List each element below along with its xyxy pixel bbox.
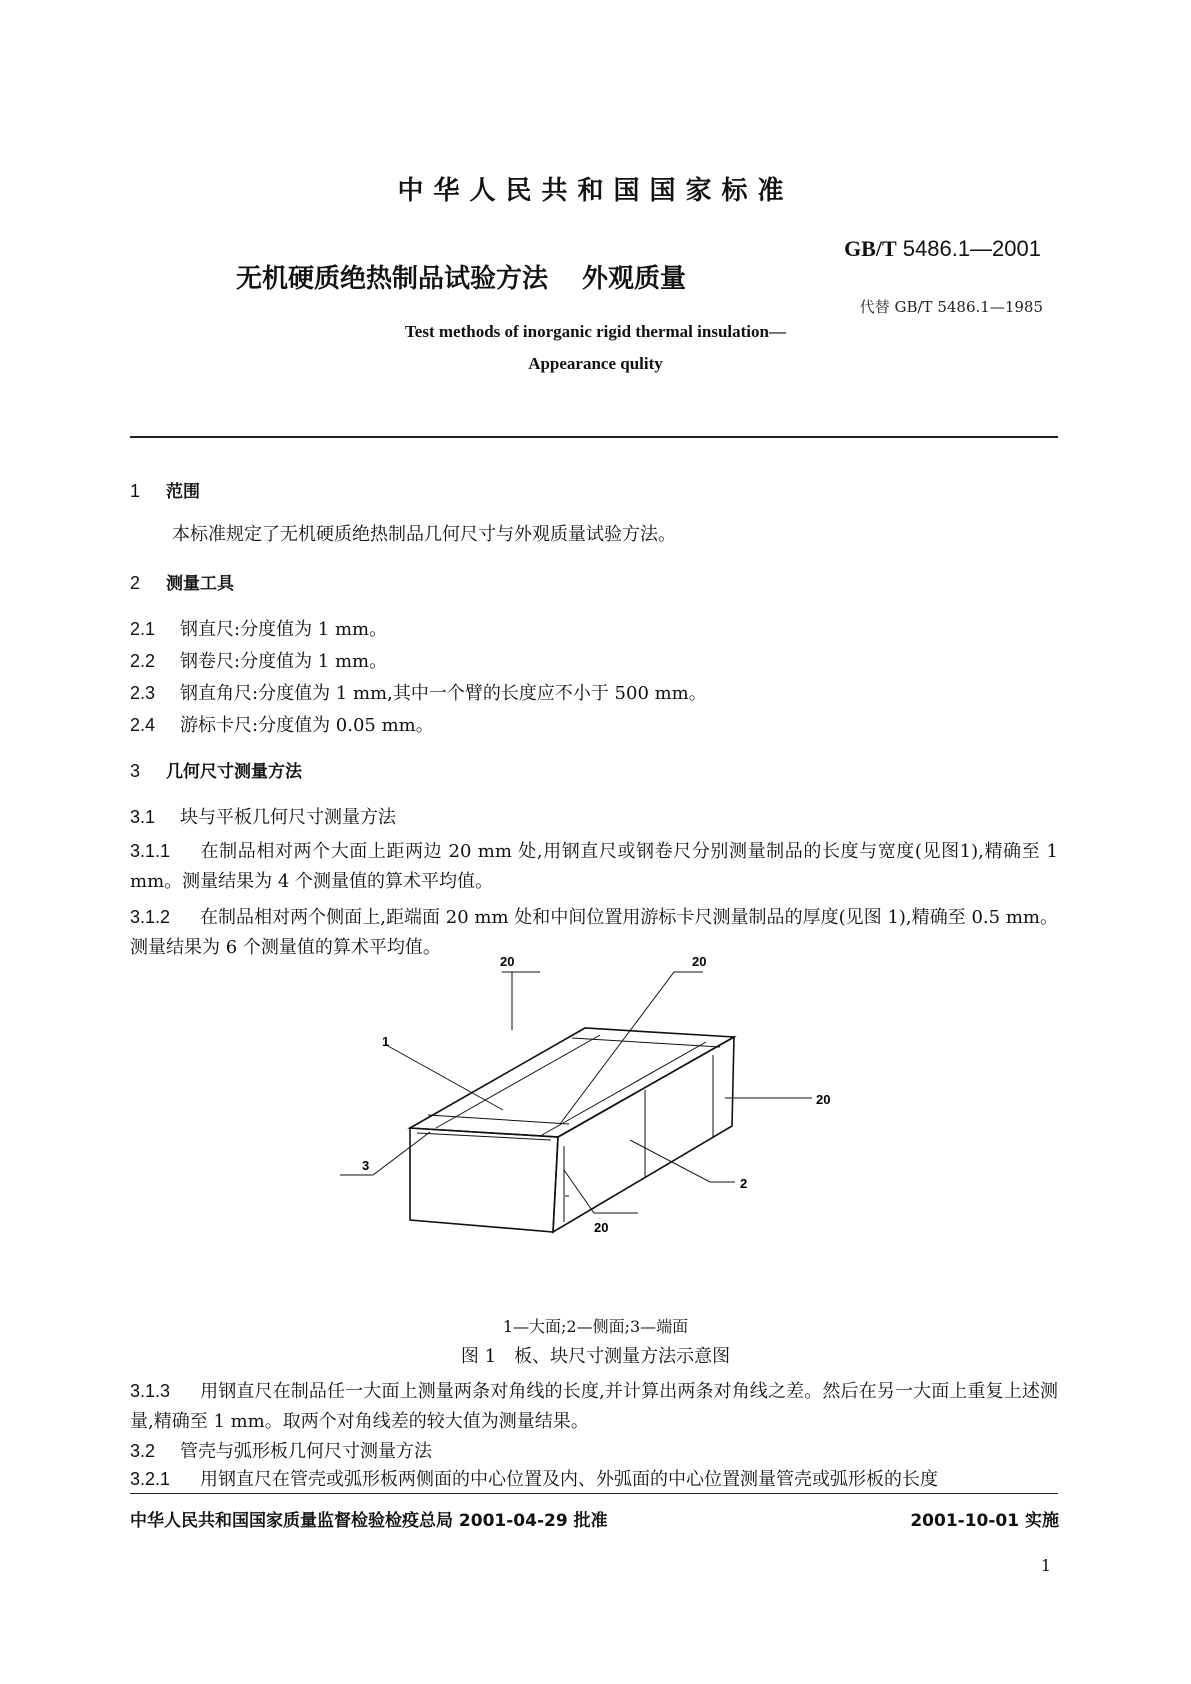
box-top-face bbox=[410, 1028, 734, 1137]
title-cn-part2: 外观质量 bbox=[582, 264, 687, 294]
section-title: 几何尺寸测量方法 bbox=[166, 762, 302, 782]
section-1-text: 本标准规定了无机硬质绝热制品几何尺寸与外观质量试验方法。 bbox=[172, 524, 676, 545]
section-1-heading bbox=[130, 476, 1058, 507]
title-en-line1: Test methods of inorganic rigid thermal insulation— bbox=[405, 322, 786, 341]
clause-text: 在制品相对两个大面上距两边 20 mm 处,用钢直尺或钢卷尺分别测量制品的长度与宽度(见图1),精确至 1 mm。测量结果为 4 个测量值的算术平均值。 bbox=[130, 841, 1058, 892]
clause-text: 钢直尺:分度值为 1 mm。 bbox=[180, 619, 388, 640]
section-title: 范围 bbox=[166, 482, 200, 502]
dim-label-right: 20 bbox=[816, 1092, 831, 1107]
figure-legend: 1—大面;2—侧面;3—端面 bbox=[502, 1317, 689, 1336]
dim-label-top-left: 20 bbox=[500, 954, 515, 969]
standard-number-value: 5486.1—2001 bbox=[902, 236, 1041, 261]
clause-text: 管壳与弧形板几何尺寸测量方法 bbox=[180, 1441, 432, 1462]
clause-number: 2.3 bbox=[130, 683, 156, 703]
clause-number: 2.2 bbox=[130, 651, 156, 671]
section-number: 2 bbox=[130, 573, 141, 593]
clause-number: 3.1.1 bbox=[130, 841, 171, 861]
header-divider bbox=[130, 436, 1058, 438]
figure-title: 图 1 板、块尺寸测量方法示意图 bbox=[460, 1346, 731, 1367]
title-en-line2: Appearance qulity bbox=[528, 354, 663, 373]
callout-end-face: 3 bbox=[362, 1158, 370, 1173]
clause-number: 2.1 bbox=[130, 619, 156, 639]
box-end-face bbox=[410, 1128, 558, 1232]
clause-number: 3.2 bbox=[130, 1441, 156, 1461]
clause-3-1-2 bbox=[130, 902, 1058, 963]
clause-text: 块与平板几何尺寸测量方法 bbox=[180, 807, 396, 828]
section-number: 3 bbox=[130, 761, 141, 781]
clause-2-1 bbox=[130, 614, 1058, 645]
document-title-cn bbox=[236, 258, 686, 295]
clause-text: 钢卷尺:分度值为 1 mm。 bbox=[180, 651, 388, 672]
clause-text: 游标卡尺:分度值为 0.05 mm。 bbox=[180, 715, 434, 736]
clause-number: 2.4 bbox=[130, 715, 156, 735]
clause-3-2-1 bbox=[130, 1464, 1058, 1495]
standard-number-prefix: GB/T bbox=[844, 236, 897, 261]
clause-text: 用钢直尺在制品任一大面上测量两条对角线的长度,并计算出两条对角线之差。然后在另一大面上重复上述测量,精确至 1 mm。取两个对角线差的较大值为测量结果。 bbox=[130, 1381, 1058, 1432]
section-number: 1 bbox=[130, 481, 141, 501]
footer-divider bbox=[130, 1493, 1058, 1494]
figure-1-diagram bbox=[340, 954, 860, 1260]
clause-number: 3.1.3 bbox=[130, 1381, 171, 1401]
page-number: 1 bbox=[1040, 1556, 1051, 1575]
replaces-note: 代替 GB/T 5486.1—1985 bbox=[859, 298, 1043, 316]
clause-text: 钢直角尺:分度值为 1 mm,其中一个臂的长度应不小于 500 mm。 bbox=[180, 683, 707, 704]
clause-3-1 bbox=[130, 802, 1058, 833]
standard-number bbox=[844, 236, 1041, 262]
clause-number: 3.2.1 bbox=[130, 1469, 171, 1489]
callout-side-face: 2 bbox=[740, 1176, 748, 1191]
clause-2-2 bbox=[130, 646, 1058, 677]
callout-large-face: 1 bbox=[382, 1034, 390, 1049]
box-side-face bbox=[553, 1037, 734, 1232]
clause-3-2 bbox=[130, 1436, 1058, 1467]
clause-2-3 bbox=[130, 678, 1058, 709]
section-3-heading bbox=[130, 756, 1058, 787]
clause-number: 3.1 bbox=[130, 807, 156, 827]
section-title: 测量工具 bbox=[166, 574, 234, 594]
national-standard-heading: 中华人民共和国国家标准 bbox=[397, 176, 794, 206]
clause-3-1-3 bbox=[130, 1376, 1058, 1437]
clause-3-1-1 bbox=[130, 836, 1058, 897]
effective-date: 2001-10-01 实施 bbox=[910, 1511, 1059, 1531]
approval-note: 中华人民共和国国家质量监督检验检疫总局 2001-04-29 批准 bbox=[130, 1511, 608, 1531]
clause-2-4 bbox=[130, 710, 1058, 741]
section-2-heading bbox=[130, 568, 1058, 599]
document-title-en bbox=[0, 316, 1191, 380]
dim-label-top-right: 20 bbox=[692, 954, 707, 969]
clause-number: 3.1.2 bbox=[130, 907, 171, 927]
clause-text: 在制品相对两个侧面上,距端面 20 mm 处和中间位置用游标卡尺测量制品的厚度(见图 1),精确至 0.5 mm。测量结果为 6 个测量值的算术平均值。 bbox=[130, 907, 1058, 958]
dim-label-bottom: 20 bbox=[594, 1220, 609, 1235]
title-cn-part1: 无机硬质绝热制品试验方法 bbox=[236, 264, 549, 294]
clause-text: 用钢直尺在管壳或弧形板两侧面的中心位置及内、外弧面的中心位置测量管壳或弧形板的长度 bbox=[200, 1469, 938, 1490]
